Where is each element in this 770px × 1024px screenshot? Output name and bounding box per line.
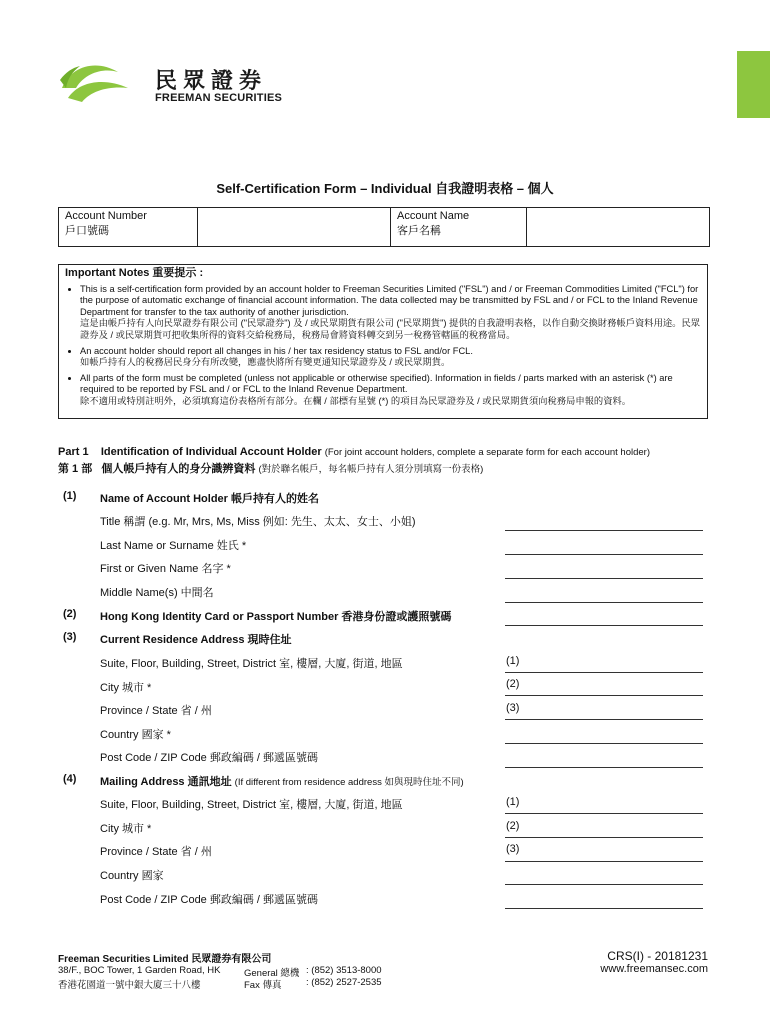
notes-heading: Important Notes 重要提示 : — [65, 267, 204, 279]
residence-postcode-input[interactable] — [505, 767, 703, 768]
brand-tab — [737, 51, 770, 118]
id-passport-input[interactable] — [505, 625, 703, 626]
logo-english-name: FREEMAN SECURITIES — [155, 92, 283, 104]
note-item: • An account holder should report all changes in his / her tax residency status to FSL and/or FCL. 如帳戶持有人的稅務居民身分有所改變，應盡快將所有變更通知民眾證券及 / 或民眾期貨。 — [80, 346, 701, 369]
residence-line-1-input[interactable] — [505, 672, 703, 673]
footer-general-label: General 總機 — [244, 968, 300, 979]
residence-province-label: Province / State 省 / 州 — [100, 705, 212, 717]
mailing-line-2-input[interactable] — [505, 837, 703, 838]
mailing-city-label: City 城市 * — [100, 823, 152, 835]
first-name-input[interactable] — [505, 578, 703, 579]
mailing-province-label: Province / State 省 / 州 — [100, 846, 212, 858]
mailing-street-label: Suite, Floor, Building, Street, District 室, 樓層, 大廈, 街道, 地區 — [100, 799, 403, 811]
first-name-label: First or Given Name 名字 * — [100, 563, 231, 575]
line-index: (1) — [506, 655, 520, 667]
note-item: • All parts of the form must be completed (unless not applicable or otherwise specified). Information in fields / parts marked with an asterisk (*) are required to be reported by FSL and / or FCL to the Inland Revenue Department. 除不適用或特別註明外，必須填寫這份表格所有部分。在欄 / 部標有星號 (*) 的項目為民眾證券及 / 或民眾期貨須向稅務局申報的資料。 — [80, 373, 701, 408]
note-item: • This is a self-certification form provided by an account holder to Freeman Securities Limited ("FSL") and / or Freeman Commodities Limited ("FCL") for the purpose of automatic exchange of financial account information. The data collected may be transmitted by FSL and / or FCL to the Inland Revenue Department for transfer to the tax authority of another jurisdiction. 這是由帳戶持有人向民眾證券有限公司 ("民眾證券") 及 / 或民眾期貨有限公司 ("民眾期貨") 提供的自我證明表格，以作自動交換財務帳戶資料用途。民眾證券及 / 或民眾期貨可把收集所得的資料交給稅務局，稅務局會將資料轉交到另一稅務管轄區的稅務當局。 — [80, 284, 701, 342]
section-2-number: (2) — [63, 608, 77, 620]
form-code: CRS(I) - 20181231 — [607, 949, 708, 963]
line-index: (1) — [506, 796, 520, 808]
account-table — [58, 207, 710, 247]
section-4-title: Mailing Address 通訊地址 (If different from residence address 如與現時住址不同) — [100, 776, 464, 788]
section-3-number: (3) — [63, 631, 77, 643]
line-index: (2) — [506, 820, 520, 832]
part1-heading: Part 1 Identification of Individual Account Holder (For joint account holders, complete a separate form for each account holder) 第 1 部 個人帳戶持有人的身分識辨資料 (對於聯名帳戶，每名帳戶持有人須分別填寫一份表格) — [58, 446, 650, 475]
residence-postcode-label: Post Code / ZIP Code 郵政編碼 / 郵遞區號碼 — [100, 752, 319, 764]
footer-fax-label: Fax 傳真 — [244, 980, 282, 991]
residence-line-3-input[interactable] — [505, 719, 703, 720]
residence-country-input[interactable] — [505, 743, 703, 744]
section-1-title: Name of Account Holder 帳戶持有人的姓名 — [100, 493, 319, 505]
account-name-field[interactable] — [527, 208, 710, 247]
section-3-title: Current Residence Address 現時住址 — [100, 634, 292, 646]
title-input[interactable] — [505, 530, 703, 531]
account-name-label: Account Name 客戶名稱 — [391, 208, 527, 247]
line-index: (2) — [506, 678, 520, 690]
footer-fax-number: : (852) 2527-2535 — [306, 977, 382, 988]
important-notes — [58, 264, 708, 419]
mailing-line-1-input[interactable] — [505, 813, 703, 814]
middle-name-label: Middle Name(s) 中間名 — [100, 587, 214, 599]
footer-address-en: 38/F., BOC Tower, 1 Garden Road, HK — [58, 965, 221, 976]
section-4-number: (4) — [63, 773, 77, 785]
form-title: Self-Certification Form – Individual 自我證明表格 – 個人 — [216, 181, 554, 196]
account-number-field[interactable] — [198, 208, 391, 247]
middle-name-input[interactable] — [505, 602, 703, 603]
last-name-input[interactable] — [505, 554, 703, 555]
section-1-number: (1) — [63, 490, 77, 502]
footer-address-cn: 香港花園道一號中銀大廈三十八樓 — [58, 980, 201, 991]
logo-chinese-name: 民眾證券 — [155, 68, 268, 93]
footer-company: Freeman Securities Limited 民眾證券有限公司 — [58, 954, 272, 965]
mailing-country-label: Country 國家 — [100, 870, 164, 882]
title-label: Title 稱謂 (e.g. Mr, Mrs, Ms, Miss 例如: 先生、太太、女士、小姐) — [100, 516, 416, 528]
residence-country-label: Country 國家 * — [100, 729, 171, 741]
account-number-label: Account Number 戶口號碼 — [59, 208, 198, 247]
line-index: (3) — [506, 702, 520, 714]
residence-street-label: Suite, Floor, Building, Street, District 室, 樓層, 大廈, 街道, 地區 — [100, 658, 403, 670]
mailing-postcode-input[interactable] — [505, 908, 703, 909]
footer-general-number: : (852) 3513-8000 — [306, 965, 382, 976]
mailing-postcode-label: Post Code / ZIP Code 郵政編碼 / 郵遞區號碼 — [100, 894, 319, 906]
residence-line-2-input[interactable] — [505, 695, 703, 696]
mailing-country-input[interactable] — [505, 884, 703, 885]
residence-city-label: City 城市 * — [100, 682, 152, 694]
last-name-label: Last Name or Surname 姓氏 * — [100, 540, 247, 552]
mailing-line-3-input[interactable] — [505, 861, 703, 862]
website-link[interactable]: www.freemansec.com — [600, 963, 708, 975]
line-index: (3) — [506, 843, 520, 855]
section-2-title: Hong Kong Identity Card or Passport Number 香港身份證或護照號碼 — [100, 611, 452, 623]
